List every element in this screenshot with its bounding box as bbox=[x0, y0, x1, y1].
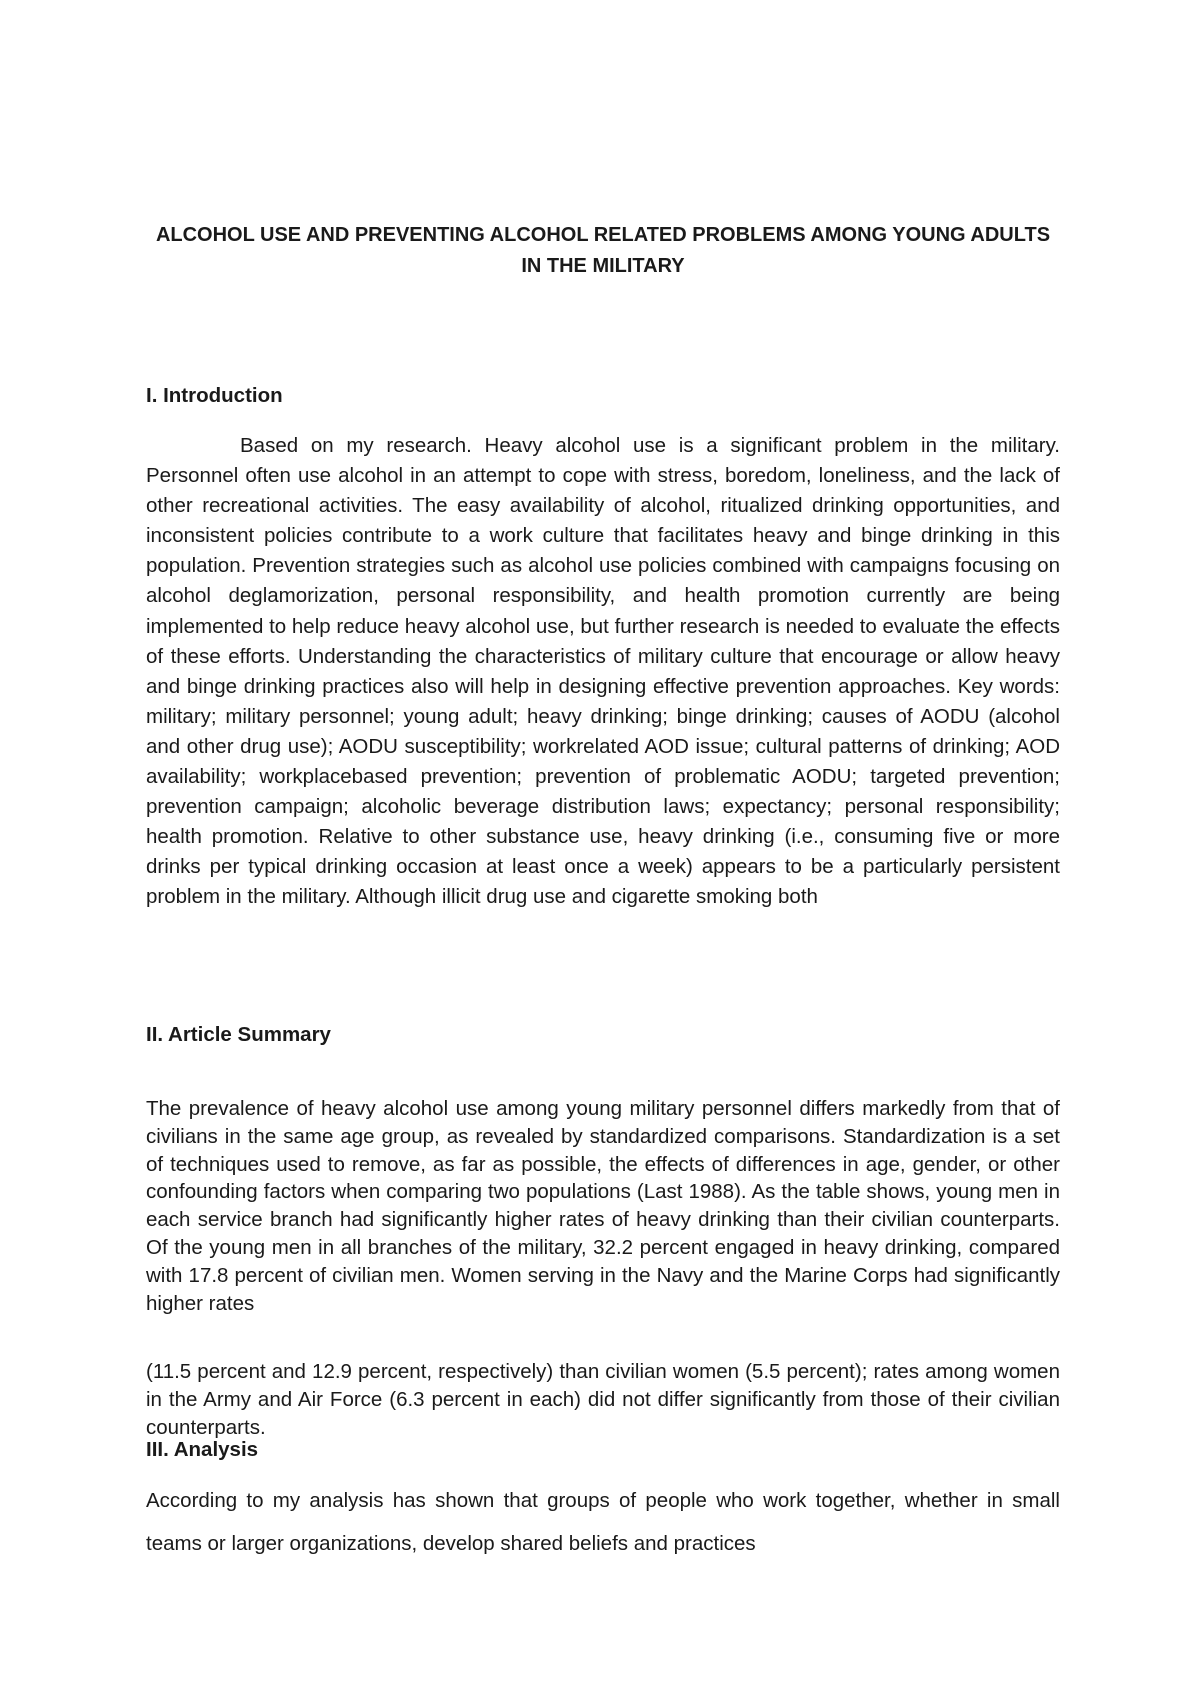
article-summary-heading: II. Article Summary bbox=[146, 1023, 331, 1046]
article-summary-paragraph-continued: (11.5 percent and 12.9 percent, respectively) than civilian women (5.5 percent); rates among women in the Army and Air Force (6.3 percent in each) did not differ significantly from those of their civilian counterparts. bbox=[146, 1360, 1060, 1439]
document-title: ALCOHOL USE AND PREVENTING ALCOHOL RELATED PROBLEMS AMONG YOUNG ADULTS IN THE MILITARY bbox=[155, 224, 1051, 277]
introduction-paragraph: Based on my research. Heavy alcohol use is a significant problem in the military. Personnel often use alcohol in an attempt to cope with stress, boredom, loneliness, and the lack of other recreational activities. The easy availability of alcohol, ritualized drinking opportunities, and inconsistent policies contribute to a work culture that facilitates heavy and binge drinking in this population. Prevention strategies such as alcohol use policies combined with campaigns focusing on alcohol deglamorization, personal responsibility, and health promotion currently are being implemented to help reduce heavy alcohol use, but further research is needed to evaluate the effects of these efforts. Understanding the characteristics of military culture that encourage or allow heavy and binge drinking practices also will help in designing effective prevention approaches. Key words: military; military personnel; young adult; heavy drinking; binge drinking; causes of AODU (alcohol and other drug use); AODU susceptibility; workrelated AOD issue; cultural patterns of drinking; AOD availability; workplacebased prevention; prevention of problematic AODU; targeted prevention; prevention campaign; alcoholic beverage distribution laws; expectancy; personal responsibility; health promotion. Relative to other substance use, heavy drinking (i.e., consuming five or more drinks per typical drinking occasion at least once a week) appears to be a particularly persistent problem in the military. Although illicit drug use and cigarette smoking both bbox=[146, 434, 1060, 909]
analysis-heading: III. Analysis bbox=[146, 1438, 259, 1461]
article-summary-paragraph: The prevalence of heavy alcohol use among young military personnel differs markedly from that of civilians in the same age group, as revealed by standardized comparisons. Standardization is a set of techniques used to remove, as far as possible, the effects of differences in age, gender, or other confounding factors when comparing two populations (Last 1988). As the table shows, young men in each service branch had significantly higher rates of heavy drinking than their civilian counterparts. Of the young men in all branches of the military, 32.2 percent engaged in heavy drinking, compared with 17.8 percent of civilian men. Women serving in the Navy and the Marine Corps had significantly higher rates bbox=[146, 1097, 1060, 1315]
introduction-heading: I. Introduction bbox=[146, 384, 283, 407]
analysis-paragraph: According to my analysis has shown that groups of people who work together, whether in small teams or larger organizations, develop shared beliefs and practices bbox=[146, 1489, 1060, 1555]
